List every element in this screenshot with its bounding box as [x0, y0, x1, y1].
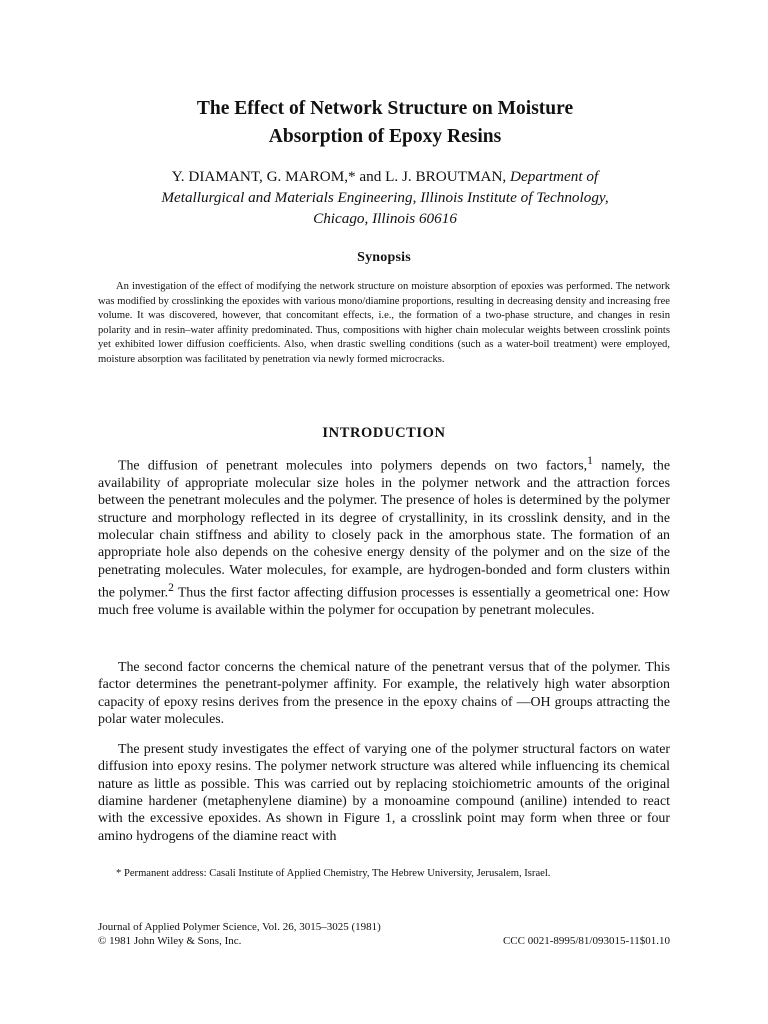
journal-info: [98, 920, 670, 948]
footnote: * Permanent address: Casali Institute of Applied Chemistry, The Hebrew University, Jerusalem, Israel.: [116, 868, 551, 879]
ccc-code: CCC 0021-8995/81/093015-11$01.10: [502, 935, 670, 947]
copyright: © 1981 John Wiley & Sons, Inc.: [98, 935, 242, 947]
introduction-heading: INTRODUCTION: [322, 425, 446, 441]
title-line-1: The Effect of Network Structure on Moisture: [196, 98, 574, 119]
affiliation-part-2: Metallurgical and Materials Engineering, Illinois Institute of Technology,: [161, 189, 609, 206]
intro-paragraph-2: The second factor concerns the chemical nature of the penetrant versus that of the polymer. This factor determines the penetrant-polymer affinity. For example, the relatively high water absorption capacity of epoxy resins derives from the presence in the epoxy chains of —OH groups attracting the polar water molecules.: [98, 660, 670, 728]
reference-1: 1: [587, 454, 593, 467]
journal-citation: Journal of Applied Polymer Science, Vol. 26, 3015–3025 (1981): [98, 921, 381, 933]
intro-p1-text-a: The diffusion of penetrant molecules into polymers depends on two factors,: [118, 458, 588, 474]
reference-2: 2: [168, 581, 174, 595]
paper-title: [100, 95, 670, 151]
intro-p1-text-b: namely, the availability of appropriate molecular size holes in the polymer network and the attraction forces between the penetrant molecules and the polymer. The presence of holes is determined by the polymer structure and morphology reflected in its degree of crystallinity, in its crosslink density, and in the molecular chain stiffness and ability to closely pack in the amorphous state. The formation of an appropriate hole also depends on the cohesive energy density of the polymer and on the size of the penetrating molecules. Water molecules, for example, are hydrogen-bonded and form clusters within the polymer.: [98, 458, 670, 601]
synopsis-heading: Synopsis: [357, 250, 411, 265]
intro-p1-text-c: Thus the first factor affecting diffusion processes is essentially a geometrical one: How much free volume is available within the polymer for occupation by penetrant molecules.: [98, 585, 670, 618]
title-line-2: Absorption of Epoxy Resins: [268, 126, 502, 147]
affiliation-part-1: Department of: [510, 168, 599, 185]
intro-paragraph-1: [98, 452, 670, 619]
author-block: [96, 166, 674, 229]
intro-paragraph-3: The present study investigates the effect of varying one of the polymer structural factors on water diffusion into epoxy resins. The polymer network structure was altered while influencing its chemical nature as little as possible. This was carried out by replacing stoichiometric amounts of the original diamine hardener (metaphenylene diamine) by a monoamine compound (aniline) intended to react with the excessive epoxides. As shown in Figure 1, a crosslink point may form when three or four amino hydrogens of the diamine react with: [98, 742, 670, 844]
synopsis-text: An investigation of the effect of modifying the network structure on moisture absorption of epoxies was performed. The network was modified by crosslinking the epoxides with various mono/diamine proportions, resulting in decreasing density and increasing free volume. It was discovered, however, that concomitant effects, i.e., the formation of a two-phase structure, and changes in resin polarity and in resin–water affinity predominated. Thus, compositions with higher chain molecular weights between crosslink points yet exhibited lower diffusion coefficients. Also, when drastic swelling conditions (such as a water-boil treatment) were employed, moisture absorption was facilitated by penetration via newly formed microcracks.: [98, 281, 670, 365]
author-names: Y. DIAMANT, G. MAROM,* and L. J. BROUTMAN,: [171, 168, 507, 185]
affiliation-part-3: Chicago, Illinois 60616: [313, 210, 457, 227]
